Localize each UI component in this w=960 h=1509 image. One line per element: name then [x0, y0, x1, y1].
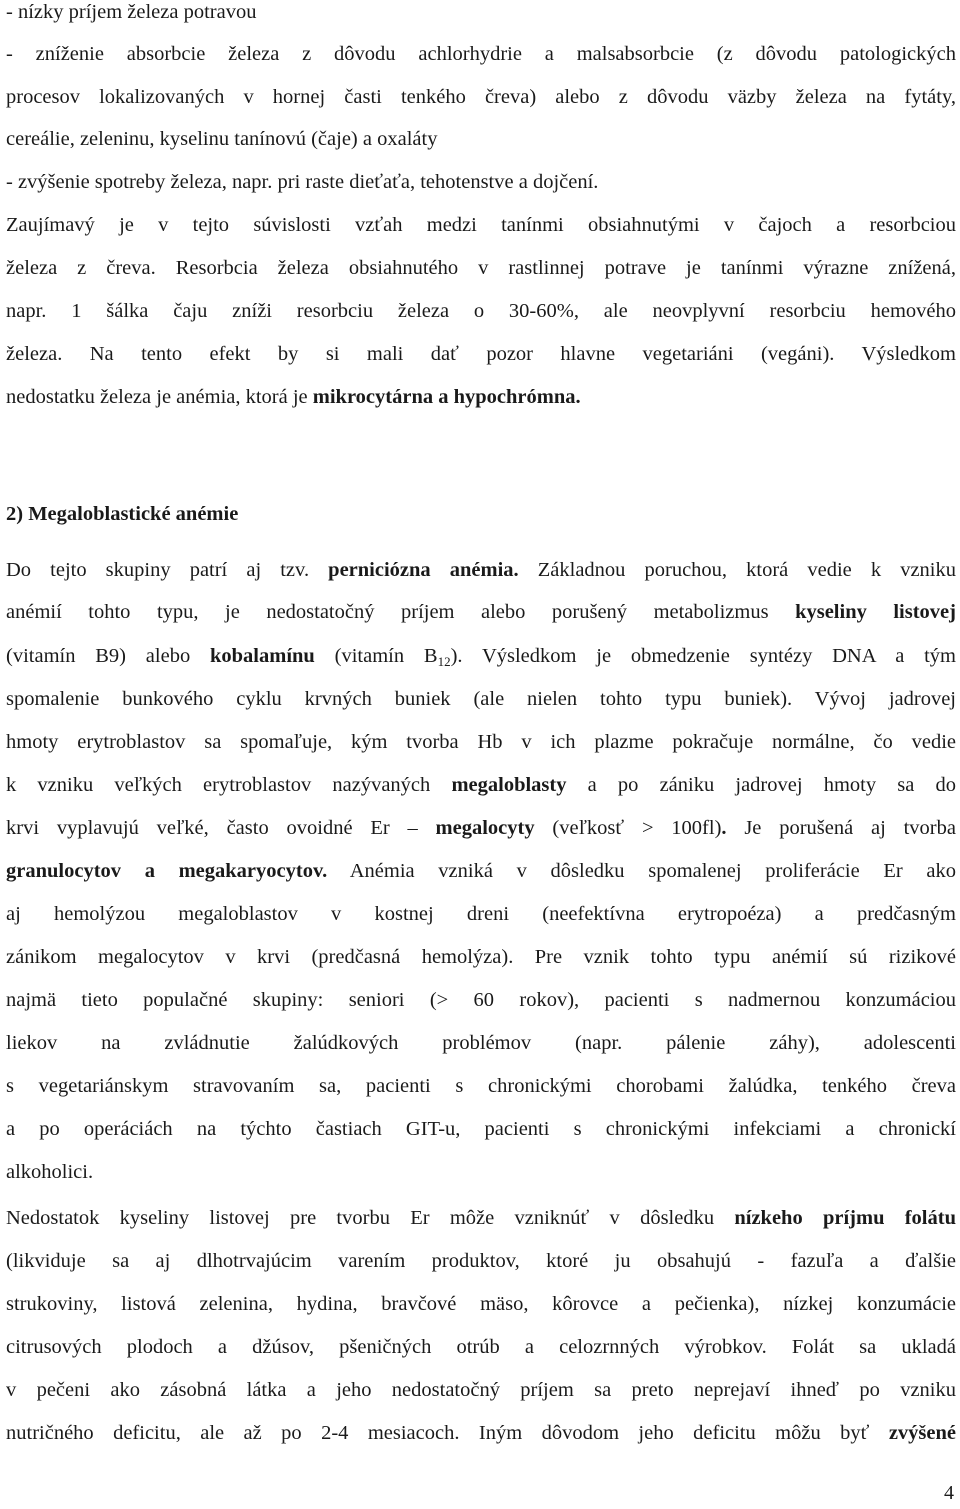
- text-run: anémií tohto typu, je nedostatočný príjem alebo porušený metabolizmus: [6, 601, 796, 623]
- text-run: a po zániku jadrovej hmoty sa do: [566, 774, 956, 796]
- bold-term: mikrocytárna a hypochrómna.: [312, 386, 581, 408]
- text-run: (vitamín B9) alebo: [6, 645, 210, 667]
- text-line: [6, 386, 581, 409]
- text-line: (likviduje sa aj dlhotrvajúcim varením produktov, ktoré ju obsahujú - fazuľa a ďalšie: [6, 1250, 956, 1272]
- bold-term: zvýšené: [888, 1422, 956, 1444]
- text-line: napr. 1 šálka čaju zníži resorbciu železa o 30-60%, ale neovplyvní resorbciu hemového: [6, 300, 956, 322]
- bold-term: megaloblasty: [451, 774, 567, 796]
- text-line: alkoholici.: [6, 1161, 94, 1183]
- text-run: Anémia vzniká v dôsledku spomalenej proliferácie Er ako: [327, 860, 956, 882]
- text-line: strukoviny, listová zelenina, hydina, bravčové mäso, kôrovce a pečienka), nízkej konzumácie: [6, 1293, 956, 1315]
- text-line: citrusových plodoch a džúsov, pšeničných otrúb a celozrnných výrobkov. Folát sa ukladá: [6, 1336, 956, 1358]
- bold-term: .: [721, 817, 727, 839]
- text-line: spomalenie bunkového cyklu krvných buniek (ale nielen tohto typu buniek). Vývoj jadrovej: [6, 688, 956, 710]
- text-run: Nedostatok kyseliny listovej pre tvorbu Er môže vzniknúť v dôsledku: [6, 1207, 735, 1229]
- page-number: 4: [944, 1482, 954, 1504]
- text-line: [6, 817, 956, 840]
- text-run: Je porušená aj tvorba: [726, 817, 956, 839]
- text-run: k vzniku veľkých erytroblastov nazývaných: [6, 774, 452, 796]
- bold-term: perniciózna anémia.: [328, 559, 519, 581]
- text-line: - zníženie absorbcie železa z dôvodu achlorhydrie a malsabsorbcie (z dôvodu patologických: [6, 43, 956, 65]
- text-line: železa. Na tento efekt by si mali dať pozor hlavne vegetariáni (vegáni). Výsledkom: [6, 343, 956, 365]
- text-line: cereálie, zeleninu, kyselinu tanínovú (čaje) a oxaláty: [6, 128, 438, 150]
- text-line: [6, 774, 956, 797]
- text-line: - zvýšenie spotreby železa, napr. pri raste dieťaťa, tehotenstve a dojčení.: [6, 171, 599, 193]
- text-line: hmoty erytroblastov sa spomaľuje, kým tvorba Hb v ich plazme pokračuje normálne, čo vedie: [6, 731, 956, 753]
- text-run: krvi vyplavujú veľké, často ovoidné Er –: [6, 817, 436, 839]
- text-line: [6, 1207, 956, 1230]
- bold-term: nízkeho príjmu folátu: [734, 1207, 956, 1229]
- text-run: nedostatku železa je anémia, ktorá je: [6, 386, 313, 408]
- text-line: - nízky príjem železa potravou: [6, 1, 257, 23]
- bold-term: megalocyty: [435, 817, 535, 839]
- subscript: 12: [437, 654, 451, 669]
- text-line: aj hemolýzou megaloblastov v kostnej dreni (neefektívna erytropoéza) a predčasným: [6, 903, 956, 925]
- section-heading: 2) Megaloblastické anémie: [6, 503, 239, 525]
- text-line: Zaujímavý je v tejto súvislosti vzťah medzi tanínmi obsiahnutými v čajoch a resorbciou: [6, 214, 956, 236]
- text-line: [6, 559, 956, 582]
- text-run: Základnou poruchou, ktorá vedie k vzniku: [518, 559, 956, 581]
- bold-term: granulocytov a megakaryocytov.: [6, 860, 328, 882]
- text-line: procesov lokalizovaných v hornej časti tenkého čreva) alebo z dôvodu väzby železa na fytáty,: [6, 86, 956, 108]
- text-line: zánikom megalocytov v krvi (predčasná hemolýza). Pre vznik tohto typu anémií sú rizikové: [6, 946, 956, 968]
- text-line: liekov na zvládnutie žalúdkových problémov (napr. pálenie záhy), adolescenti: [6, 1032, 956, 1054]
- text-line: v pečeni ako zásobná látka a jeho nedostatočný príjem sa preto neprejaví ihneď po vzniku: [6, 1379, 956, 1401]
- text-run: (veľkosť > 100fl): [534, 817, 722, 839]
- text-line: [6, 601, 956, 624]
- text-line: [6, 1422, 956, 1445]
- bold-term: kobalamínu: [210, 645, 315, 667]
- text-line: s vegetariánskym stravovaním sa, pacienti s chronickými chorobami žalúdka, tenkého čreva: [6, 1075, 956, 1097]
- text-run: Do tejto skupiny patrí aj tzv.: [6, 559, 329, 581]
- text-run: (vitamín B: [314, 645, 438, 667]
- text-line: najmä tieto populačné skupiny: seniori (> 60 rokov), pacienti s nadmernou konzumáciou: [6, 989, 956, 1011]
- text-line: železa z čreva. Resorbcia železa obsiahnutého v rastlinnej potrave je tanínmi výrazne znížená,: [6, 257, 956, 279]
- bold-term: kyseliny listovej: [795, 601, 956, 623]
- text-line: [6, 860, 956, 883]
- text-line: [6, 645, 956, 668]
- text-run: nutričného deficitu, ale až po 2-4 mesiacoch. Iným dôvodom jeho deficitu môžu byť: [6, 1422, 889, 1444]
- text-line: a po operáciách na týchto častiach GIT-u, pacienti s chronickými infekciami a chronickí: [6, 1118, 956, 1140]
- text-run: ). Výsledkom je obmedzenie syntézy DNA a tým: [450, 645, 956, 667]
